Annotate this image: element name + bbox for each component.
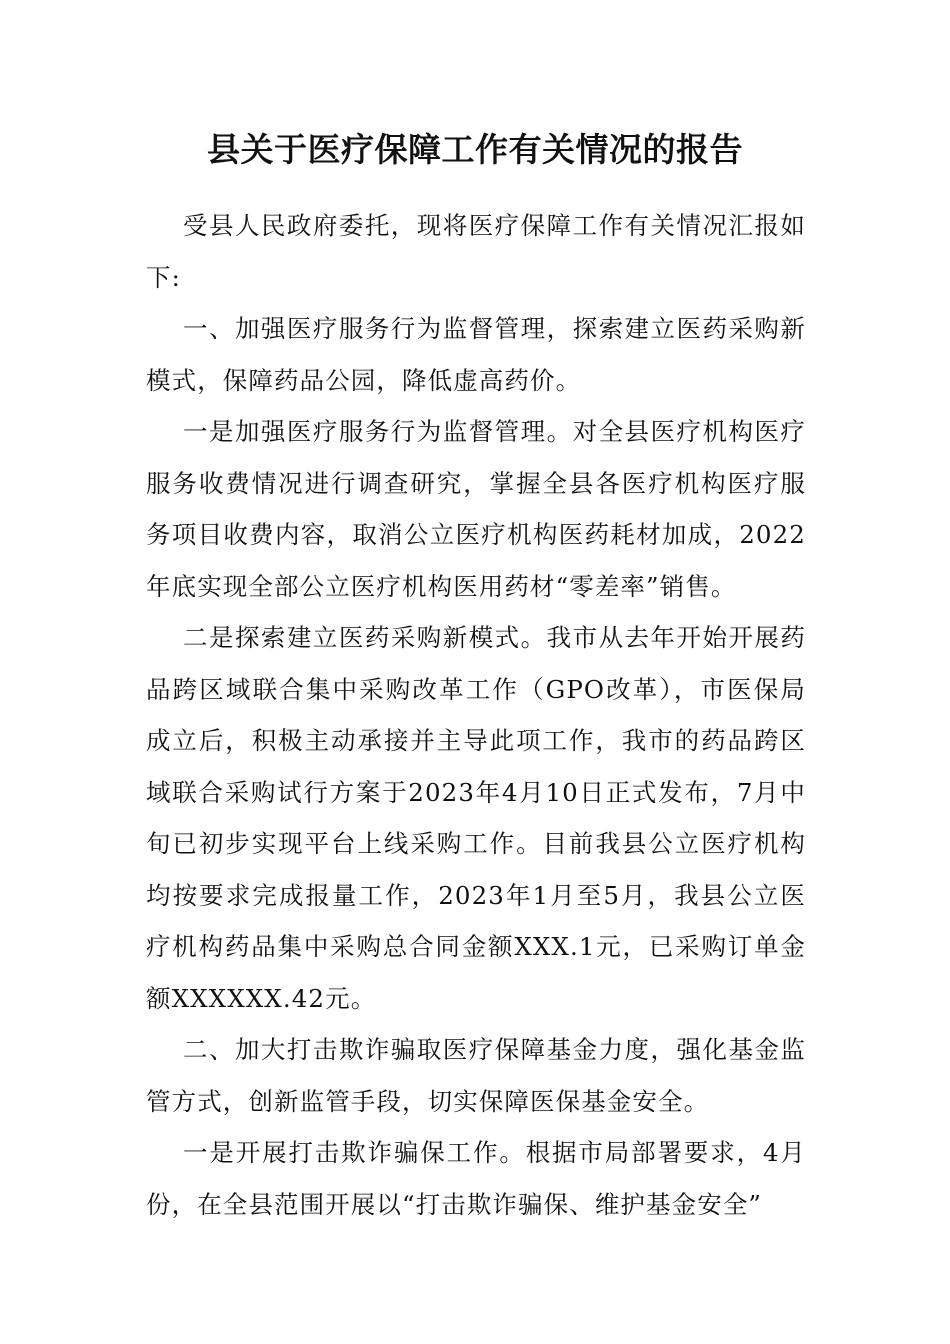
paragraph-section-2-heading: 二、加大打击欺诈骗取医疗保障基金力度，强化基金监管方式，创新监管手段，切实保障医保基金安全。 [146, 1035, 806, 1116]
paragraph-section-1-item-1: 一是加强医疗服务行为监督管理。对全县医疗机构医疗服务收费情况进行调查研究，掌握全县各医疗机构医疗服务项目收费内容，取消公立医疗机构医药耗材加成，2022年底实现全部公立医疗机构医用药材“零差率”销售。 [146, 417, 806, 601]
paragraph-intro: 受县人民政府委托，现将医疗保障工作有关情况汇报如下: [146, 211, 806, 292]
paragraph-section-1-heading: 一、加强医疗服务行为监督管理，探索建立医药采购新模式，保障药品公园，降低虚高药价。 [146, 314, 806, 395]
document-body [146, 200, 806, 1230]
document-title: 县关于医疗保障工作有关情况的报告 [207, 130, 743, 169]
paragraph-section-2-item-1: 一是开展打击欺诈骗保工作。根据市局部署要求，4月份，在全县范围开展以“打击欺诈骗保、维护基金安全” [146, 1138, 806, 1219]
paragraph-section-1-item-2: 二是探索建立医药采购新模式。我市从去年开始开展药品跨区域联合集中采购改革工作（GPO改革），市医保局成立后，积极主动承接并主导此项工作，我市的药品跨区域联合采购试行方案于2023年4月10日正式发布，7月中旬已初步实现平台上线采购工作。目前我县公立医疗机构均按要求完成报量工作，2023年1月至5月，我县公立医疗机构药品集中采购总合同金额XXX.1元，已采购订单金额XXXXXX.42元。 [146, 623, 806, 1013]
